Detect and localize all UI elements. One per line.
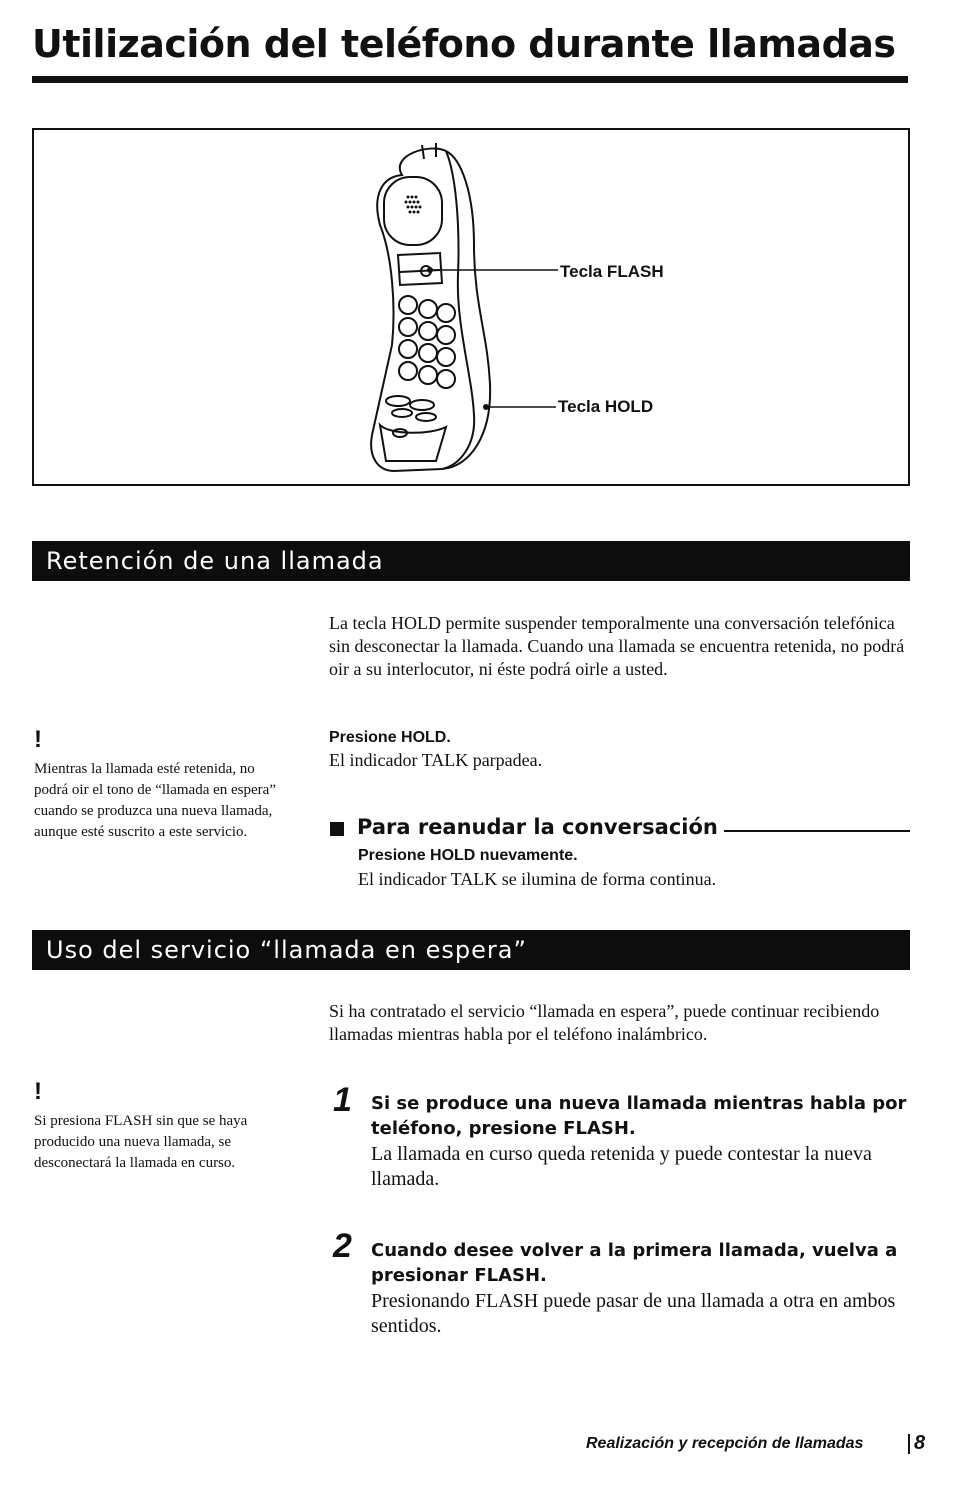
resume-subheading: Para reanudar la conversación — [357, 815, 718, 839]
resume-action: Presione HOLD nuevamente. — [358, 847, 578, 864]
hold-result: El indicador TALK parpadea. — [329, 750, 543, 770]
step-heading: Cuando desee volver a la primera llamada, vuelva a presionar FLASH. — [371, 1240, 898, 1286]
hold-note: Mientras la llamada esté retenida, no podrá oir el tono de “llamada en espera” cuando se produzca una nueva llamada, aunque esté suscrito a este servicio. — [34, 761, 276, 840]
step-number: 1 — [333, 1081, 352, 1119]
step-number: 2 — [333, 1227, 352, 1265]
step-body: Presionando FLASH puede pasar de una llamada a otra en ambos sentidos. — [371, 1290, 896, 1337]
footer-divider — [908, 1434, 910, 1454]
caution-mark: ! — [34, 726, 42, 753]
page-title: Utilización del teléfono durante llamadas — [32, 22, 896, 66]
section-heading-hold: Retención de una llamada — [32, 541, 910, 581]
footer-chapter: Realización y recepción de llamadas — [586, 1435, 864, 1452]
title-rule — [32, 76, 908, 83]
page-number: 8 — [914, 1432, 926, 1454]
step-body: La llamada en curso queda retenida y puede contestar la nueva llamada. — [371, 1143, 872, 1190]
hold-intro: La tecla HOLD permite suspender temporalmente una conversación telefónica sin desconectar la llamada. Cuando una llamada se encuentra retenida, no podrá oir a su interlocutor, ni éste podrá oirle a usted. — [329, 613, 905, 679]
resume-result: El indicador TALK se ilumina de forma continua. — [358, 869, 717, 889]
hold-key-label: Tecla HOLD — [558, 397, 654, 416]
flash-key-label: Tecla FLASH — [560, 262, 664, 281]
flash-note: Si presiona FLASH sin que se haya producido una nueva llamada, se desconectará la llamada en curso. — [34, 1113, 248, 1171]
square-bullet-icon — [330, 822, 344, 836]
call-waiting-intro: Si ha contratado el servicio “llamada en espera”, puede continuar recibiendo llamadas mientras habla por el teléfono inalámbrico. — [329, 1001, 880, 1044]
step-heading: Si se produce una nueva llamada mientras habla por teléfono, presione FLASH. — [371, 1093, 907, 1139]
hold-action: Presione HOLD. — [329, 729, 451, 746]
subheading-rule — [724, 830, 910, 832]
cordless-phone-illustration — [350, 135, 670, 480]
caution-mark-2: ! — [34, 1078, 42, 1105]
section-heading-call-waiting: Uso del servicio “llamada en espera” — [32, 930, 910, 970]
